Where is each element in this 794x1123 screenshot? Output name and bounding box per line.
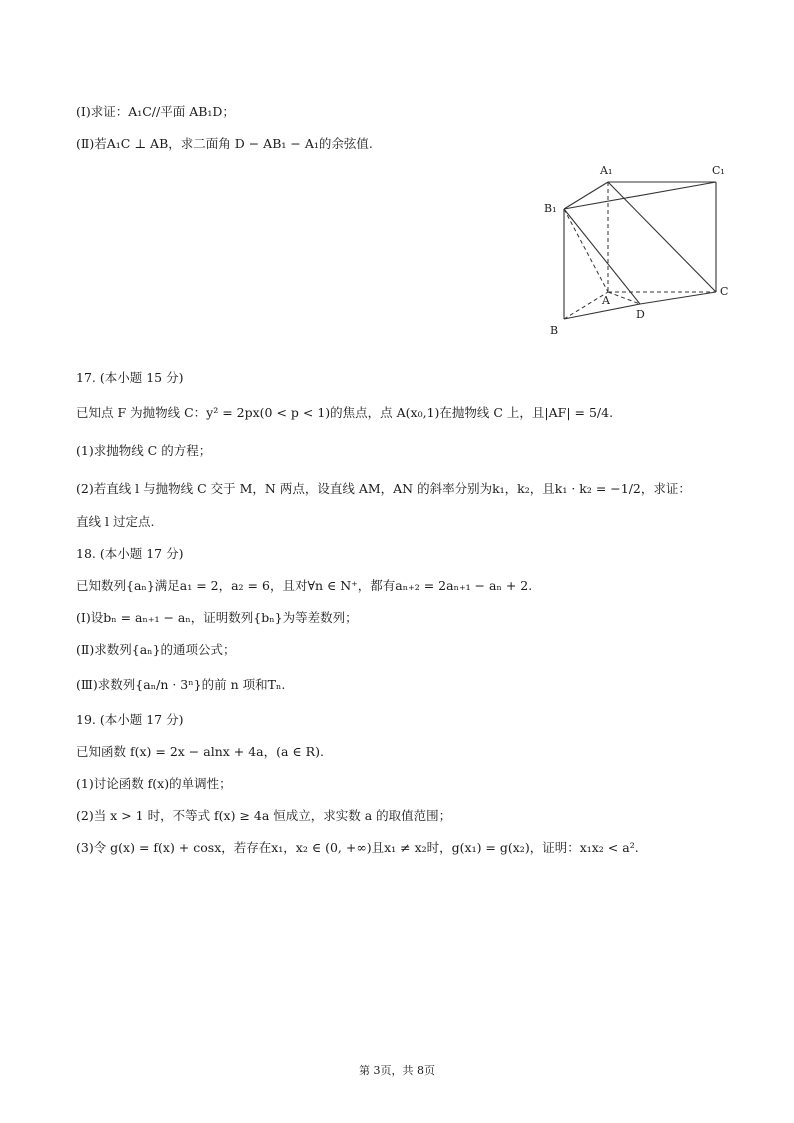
prism-figure — [530, 156, 750, 346]
problem-19-part-3: (3)令 g(x) = f(x) + cosx，若存在x₁，x₂ ∈ (0, +∞)且x₁ ≠ x₂时，g(x₁) = g(x₂)，证明：x₁x₂ < a². — [76, 840, 639, 855]
problem-17-heading: 17. (本小题 15 分) — [76, 370, 184, 385]
label-a: A — [602, 294, 610, 307]
edge-b1-d — [564, 209, 640, 304]
problem-18-part-1: (Ⅰ)设bₙ = aₙ₊₁ − aₙ，证明数列{bₙ}为等差数列； — [76, 610, 358, 625]
proof-part-1: (Ⅰ)求证：A₁C//平面 AB₁D； — [76, 104, 235, 119]
label-a1: A₁ — [600, 164, 613, 177]
problem-18-part-3: (Ⅲ)求数列{aₙ/n · 3ⁿ}的前 n 项和Tₙ. — [76, 677, 286, 692]
prism-diagram — [530, 156, 750, 346]
problem-17-part-1: (1)求抛物线 C 的方程； — [76, 443, 212, 458]
proof-part-2: (Ⅱ)若A₁C ⊥ AB，求二面角 D − AB₁ − A₁的余弦值. — [76, 136, 373, 151]
label-c: C — [720, 285, 729, 298]
label-b: B — [550, 324, 559, 337]
label-d: D — [636, 308, 645, 321]
label-c1: C₁ — [712, 164, 725, 177]
edge-d-c — [640, 292, 716, 304]
problem-17-statement: 已知点 F 为抛物线 C：y² = 2px(0 < p < 1)的焦点，点 A(x₀,1)在抛物线 C 上，且|AF| = 5/4. — [76, 405, 614, 420]
page-footer: 第 3页，共 8页 — [359, 1064, 435, 1077]
label-b1: B₁ — [544, 202, 557, 215]
edge-b1-a — [564, 209, 608, 292]
problem-18-statement: 已知数列{aₙ}满足a₁ = 2，a₂ = 6，且对∀n ∈ N⁺，都有aₙ₊₂ = 2aₙ₊₁ − aₙ + 2. — [76, 578, 533, 593]
edge-a1-c — [608, 182, 716, 292]
problem-19-part-1: (1)讨论函数 f(x)的单调性； — [76, 776, 232, 791]
problem-17-part-2: (2)若直线 l 与抛物线 C 交于 M，N 两点，设直线 AM，AN 的斜率分别为k₁，k₂，且k₁ · k₂ = −1/2，求证： — [76, 481, 691, 496]
problem-18-heading: 18. (本小题 17 分) — [76, 546, 184, 561]
problem-19-statement: 已知函数 f(x) = 2x − alnx + 4a，(a ∈ R). — [76, 744, 324, 759]
problem-18-part-2: (Ⅱ)求数列{aₙ}的通项公式； — [76, 642, 236, 657]
problem-19-heading: 19. (本小题 17 分) — [76, 712, 184, 727]
problem-17-part-2-cont: 直线 l 过定点. — [76, 514, 155, 529]
problem-19-part-2: (2)当 x > 1 时，不等式 f(x) ≥ 4a 恒成立，求实数 a 的取值范围； — [76, 808, 452, 823]
